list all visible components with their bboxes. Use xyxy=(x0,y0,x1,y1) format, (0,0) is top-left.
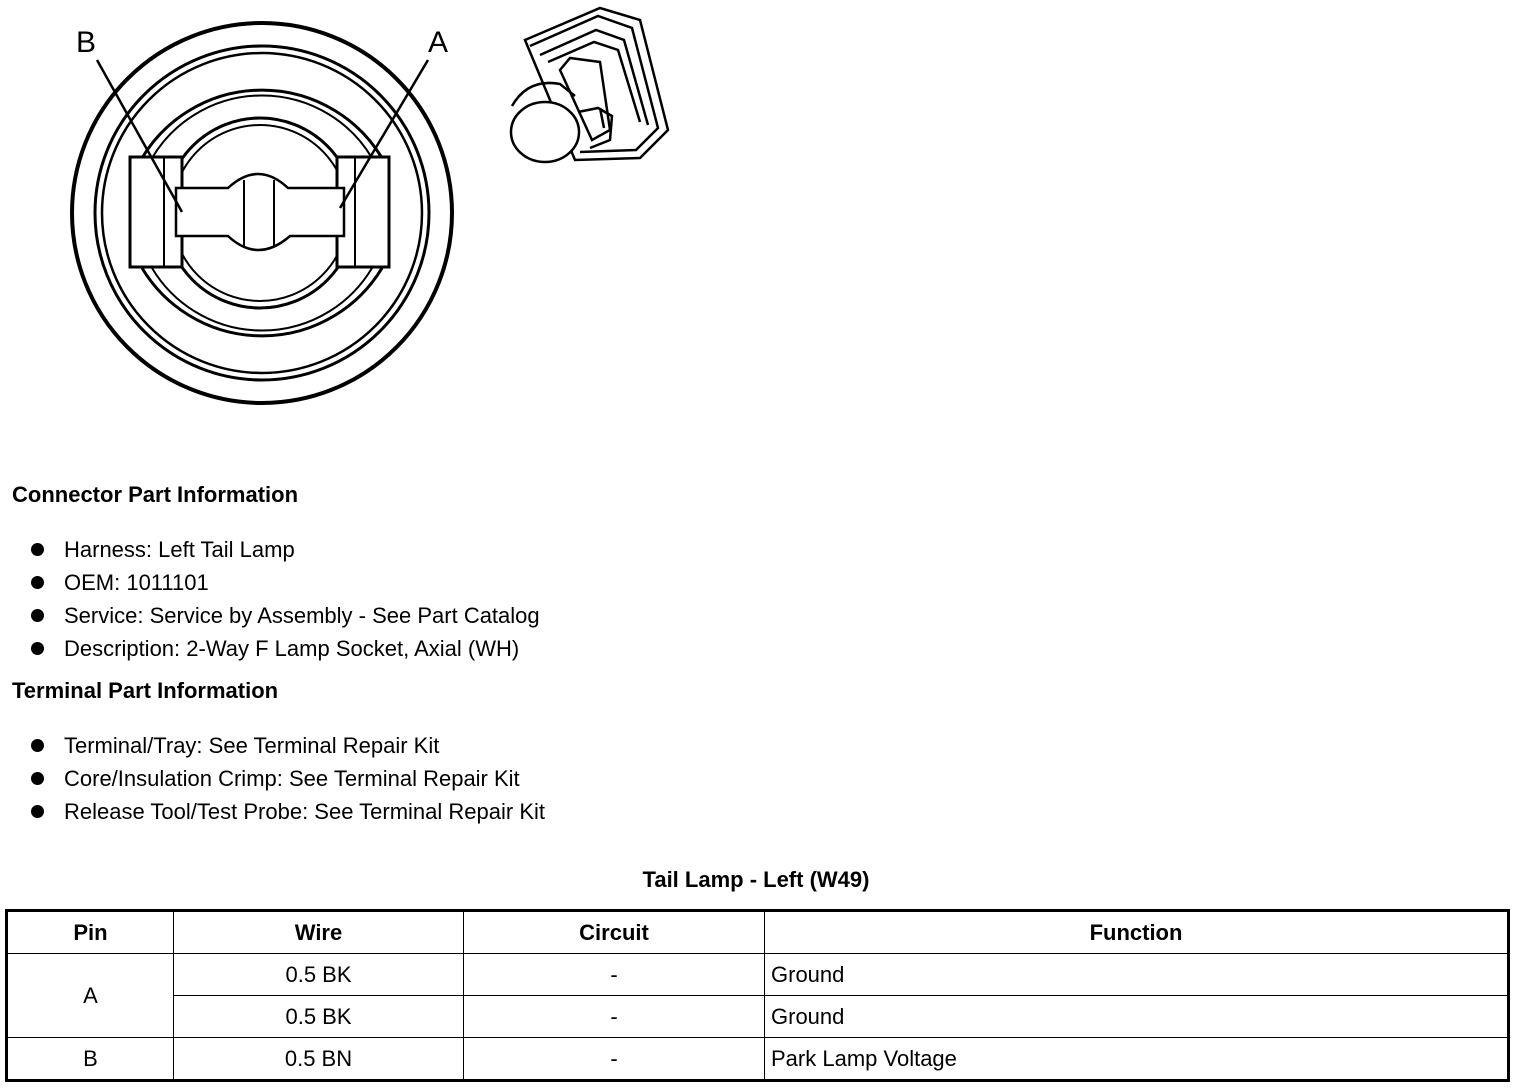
table-row xyxy=(7,954,1509,996)
cell-function: Park Lamp Voltage xyxy=(765,1038,1509,1081)
cell-wire: 0.5 BK xyxy=(174,996,464,1038)
list-item: Description: 2-Way F Lamp Socket, Axial (WH) xyxy=(28,632,540,665)
connector-list xyxy=(28,533,540,665)
cell-circuit: - xyxy=(464,996,765,1038)
header-circuit: Circuit xyxy=(464,911,765,954)
label-a: A xyxy=(427,26,449,59)
list-item: Core/Insulation Crimp: See Terminal Repair Kit xyxy=(28,762,545,795)
cell-function: Ground xyxy=(765,996,1509,1038)
connector-diagram xyxy=(0,0,700,420)
cell-wire: 0.5 BN xyxy=(174,1038,464,1081)
bullet-icon xyxy=(31,609,44,622)
bullet-icon xyxy=(31,739,44,752)
list-item: Harness: Left Tail Lamp xyxy=(28,533,540,566)
connector-heading: Connector Part Information xyxy=(12,482,299,507)
bullet-icon xyxy=(31,642,44,655)
bullet-icon xyxy=(31,576,44,589)
list-item: Terminal/Tray: See Terminal Repair Kit xyxy=(28,729,545,762)
cell-circuit: - xyxy=(464,954,765,996)
table-row xyxy=(7,1038,1509,1081)
header-pin: Pin xyxy=(7,911,174,954)
table-row xyxy=(7,996,1509,1038)
pinout-table xyxy=(5,909,1510,1082)
label-b: B xyxy=(75,26,97,59)
table-title: Tail Lamp - Left (W49) xyxy=(642,867,870,892)
bullet-icon xyxy=(31,543,44,556)
terminal-heading: Terminal Part Information xyxy=(12,678,279,703)
cell-wire: 0.5 BK xyxy=(174,954,464,996)
bullet-icon xyxy=(31,772,44,785)
cell-pin: A xyxy=(7,954,174,1038)
list-item: Release Tool/Test Probe: See Terminal Repair Kit xyxy=(28,795,545,828)
header-wire: Wire xyxy=(174,911,464,954)
connector-face-view xyxy=(72,23,452,403)
header-function: Function xyxy=(765,911,1509,954)
cell-circuit: - xyxy=(464,1038,765,1081)
bullet-icon xyxy=(31,805,44,818)
terminal-list xyxy=(28,729,545,828)
list-item: Service: Service by Assembly - See Part Catalog xyxy=(28,599,540,632)
cell-function: Ground xyxy=(765,954,1509,996)
lamp-socket-illustration xyxy=(511,8,668,162)
table-header-row xyxy=(7,911,1509,954)
cell-pin: B xyxy=(7,1038,174,1081)
list-item: OEM: 1011101 xyxy=(28,566,540,599)
